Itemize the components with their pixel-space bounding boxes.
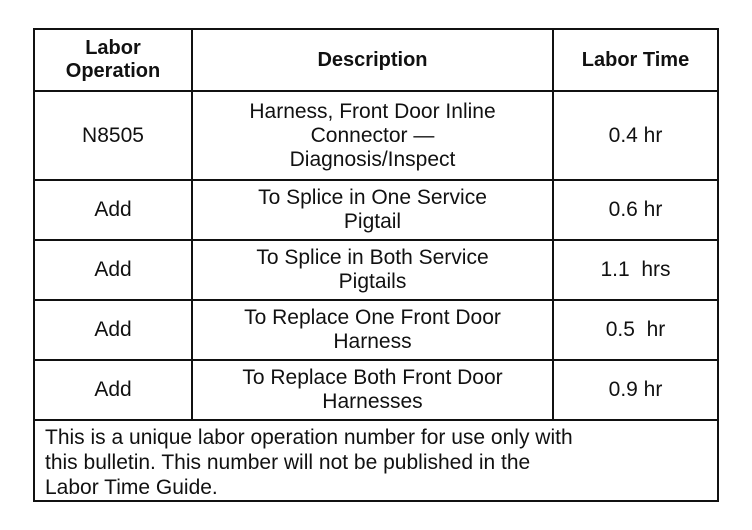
description-cell: To Replace One Front Door Harness — [193, 301, 554, 359]
table-note-row — [35, 421, 717, 500]
table-row — [35, 241, 717, 301]
labor-time-cell: 1.1 hrs — [600, 258, 671, 281]
table-footnote: This is a unique labor operation number for use only with this bulletin. This number will not be published in the Labor Time Guide. — [45, 426, 573, 499]
labor-operation-cell: N8505 — [35, 92, 193, 179]
header-description: Description — [193, 30, 554, 90]
table-row — [35, 301, 717, 361]
labor-operation-cell: Add — [35, 301, 193, 359]
description-cell: To Replace Both Front Door Harnesses — [193, 361, 554, 419]
table-header-row — [35, 30, 717, 92]
table-row — [35, 361, 717, 421]
labor-time-cell: 0.4 hr — [608, 123, 663, 147]
labor-time-cell: 0.9 hr — [608, 378, 663, 401]
table-row — [35, 181, 717, 241]
labor-time-cell: 0.5 hr — [605, 318, 666, 341]
table-row — [35, 92, 717, 181]
description-cell: To Splice in Both Service Pigtails — [193, 241, 554, 299]
labor-operation-cell: Add — [35, 361, 193, 419]
labor-time-cell: 0.6 hr — [608, 198, 663, 221]
description-cell: Harness, Front Door Inline Connector — Diagnosis/Inspect — [193, 92, 554, 179]
header-labor-operation: Labor Operation — [35, 30, 193, 90]
header-labor-time: Labor Time — [581, 48, 690, 71]
description-cell: To Splice in One Service Pigtail — [193, 181, 554, 239]
labor-operation-cell: Add — [35, 181, 193, 239]
labor-time-table — [33, 28, 719, 502]
labor-operation-cell: Add — [35, 241, 193, 299]
